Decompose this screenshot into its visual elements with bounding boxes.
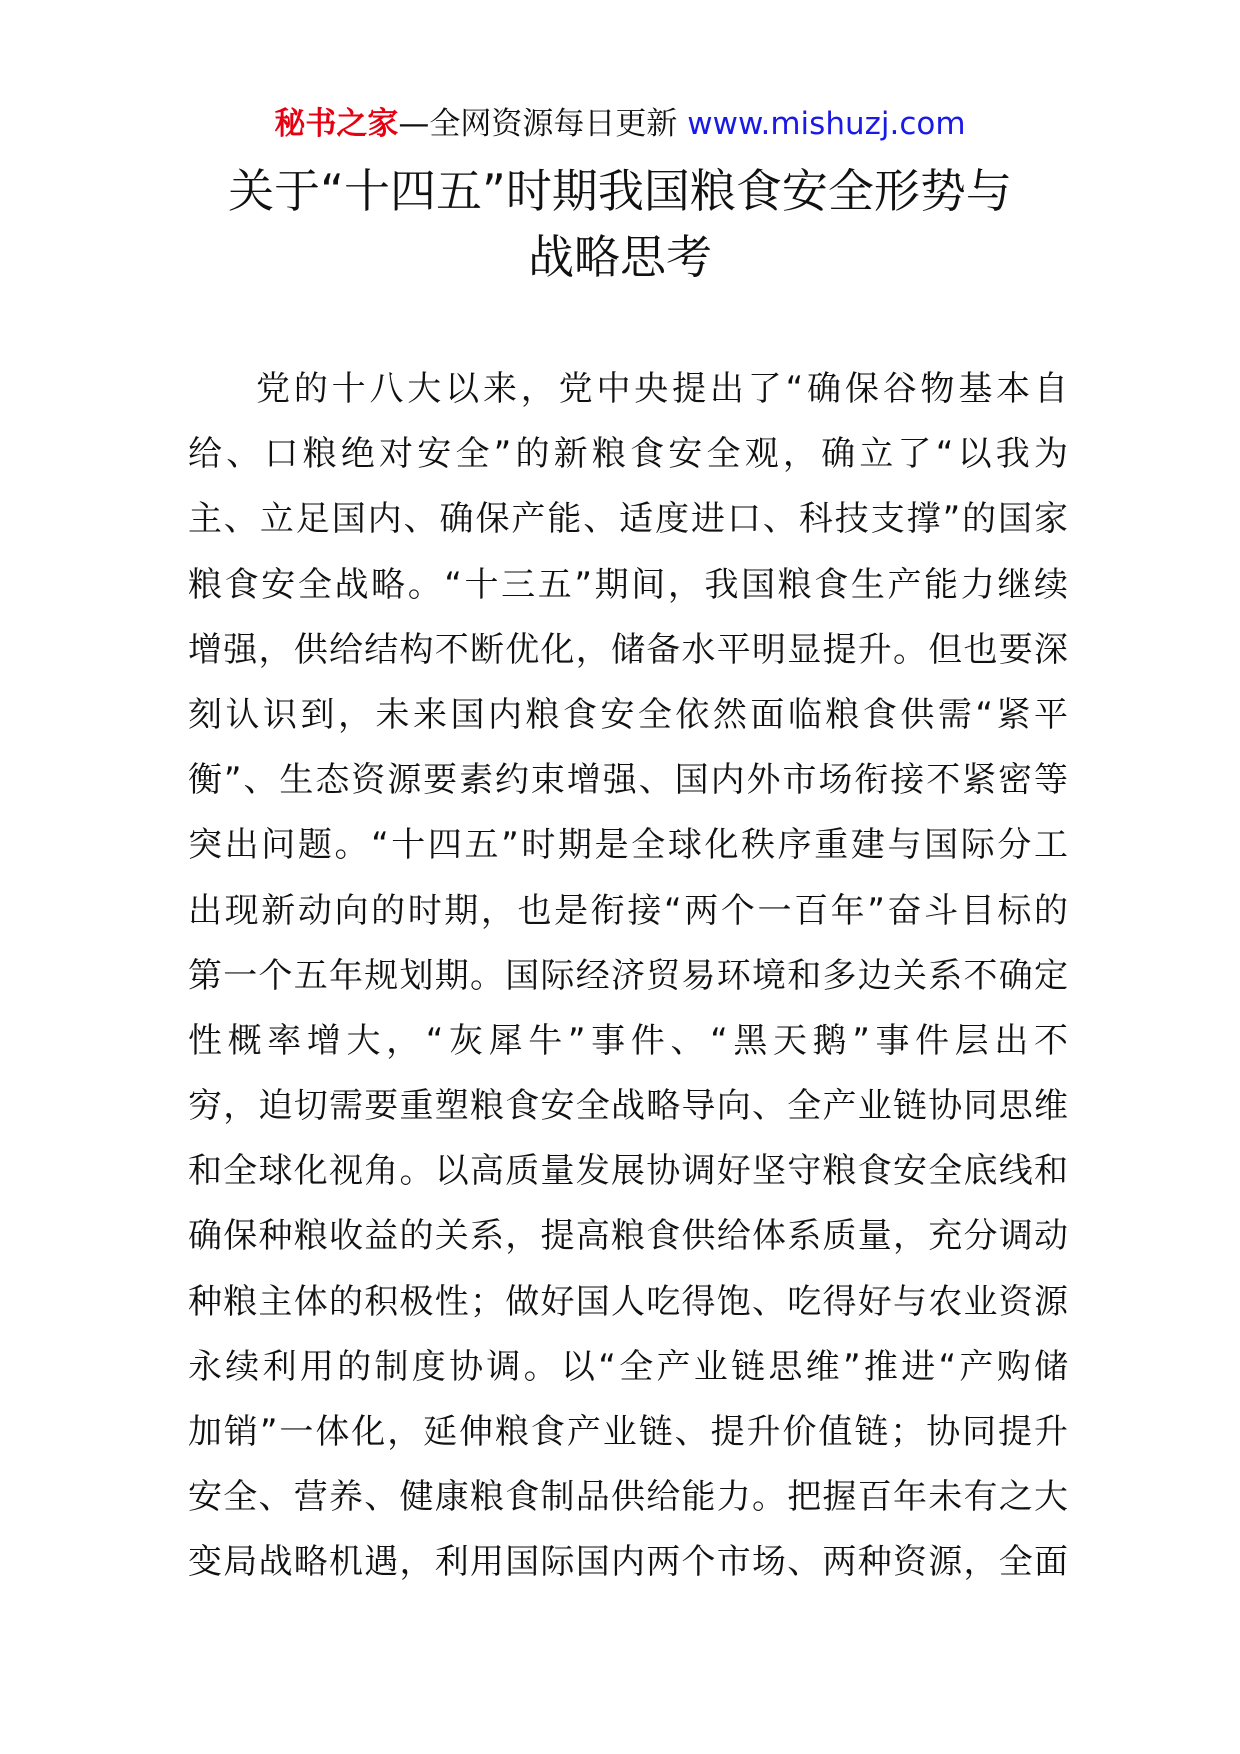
body-line: 加销”一体化，延伸粮食产业链、提升价值链；协同提升: [188, 1412, 1068, 1452]
body-line: 确保种粮收益的关系，提高粮食供给体系质量，充分调动: [188, 1216, 1068, 1257]
body-line: 穷，迫切需要重塑粮食安全战略导向、全产业链协同思维: [188, 1086, 1068, 1127]
body-line: 增强，供给结构不断优化，储备水平明显提升。但也要深: [188, 629, 1068, 670]
body-line: 突出问题。“十四五”时期是全球化秩序重建与国际分工: [188, 825, 1068, 866]
body-line: 第一个五年规划期。国际经济贸易环境和多边关系不确定: [188, 955, 1068, 996]
site-header: [0, 100, 1240, 148]
body-paragraph: [188, 357, 1068, 1596]
document-title: [150, 158, 1090, 290]
site-url-link[interactable]: www.mishuzj.com: [687, 106, 966, 142]
title-line-2: 战略思考: [528, 230, 712, 284]
site-tagline: —全网资源每日更新: [398, 106, 688, 142]
body-line: 衡”、生态资源要素约束增强、国内外市场衔接不紧密等: [188, 760, 1068, 801]
body-line: 种粮主体的积极性；做好国人吃得饱、吃得好与农业资源: [188, 1281, 1068, 1322]
body-line: 安全、营养、健康粮食制品供给能力。把握百年未有之大: [188, 1477, 1068, 1518]
body-line: 粮食安全战略。“十三五”期间，我国粮食生产能力继续: [188, 564, 1068, 605]
body-line: 出现新动向的时期，也是衔接“两个一百年”奋斗目标的: [188, 890, 1068, 931]
body-line: 性概率增大，“灰犀牛”事件、“黑天鹅”事件层出不: [188, 1020, 1068, 1061]
body-line: 主、立足国内、确保产能、适度进口、科技支撑”的国家: [188, 499, 1068, 540]
body-line: 给、口粮绝对安全”的新粮食安全观，确立了“以我为: [188, 434, 1068, 475]
body-line: 变局战略机遇，利用国际国内两个市场、两种资源，全面: [188, 1542, 1068, 1583]
body-line: 党的十八大以来，党中央提出了“确保谷物基本自: [256, 369, 1068, 409]
title-line-1: 关于“十四五”时期我国粮食安全形势与: [228, 164, 1012, 218]
site-brand: 秘书之家: [274, 106, 399, 142]
body-line: 和全球化视角。以高质量发展协调好坚守粮食安全底线和: [188, 1151, 1068, 1192]
body-line: 刻认识到，未来国内粮食安全依然面临粮食供需“紧平: [188, 694, 1068, 735]
body-line: 永续利用的制度协调。以“全产业链思维”推进“产购储: [188, 1346, 1068, 1387]
